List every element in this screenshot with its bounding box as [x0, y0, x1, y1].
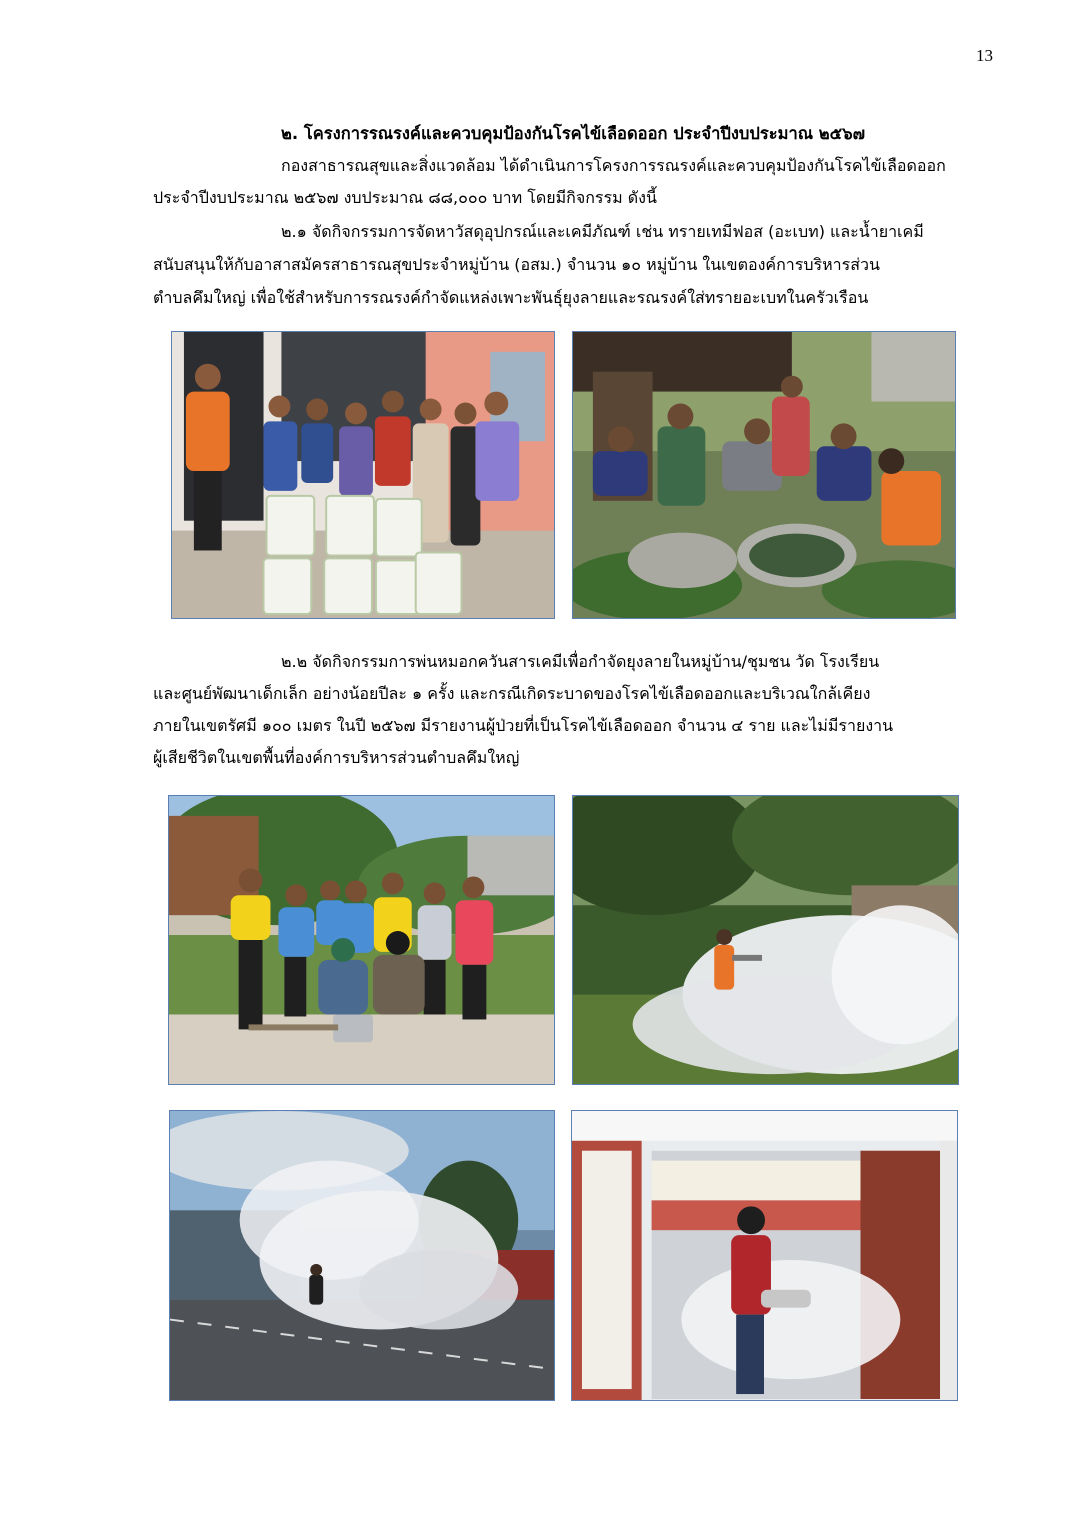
activity-1-line-1: ๒.๑ จัดกิจกรรมการจัดหาวัสดุอุปกรณ์และเคมีภัณฑ์ เช่น ทรายเทมีฟอส (อะเบท) และน้ำยาเคมี: [281, 222, 924, 241]
activity-2-line-3: ภายในเขตรัศมี ๑๐๐ เมตร ในปี ๒๕๖๗ มีรายงานผู้ป่วยที่เป็นโรคไข้เลือดออก จำนวน ๔ ราย และไม่มีรายงาน: [153, 716, 894, 735]
section-heading: ๒. โครงการรณรงค์และควบคุมป้องกันโรคไข้เลือดออก ประจำปีงบประมาณ ๒๕๖๗: [281, 124, 866, 143]
photo-fogging-along-road: [169, 1110, 555, 1401]
activity-2-line-2: และศูนย์พัฒนาเด็กเล็ก อย่างน้อยปีละ ๑ ครั้ง และกรณีเกิดระบาดของโรคไข้เลือดออกและบริเวณใกล้เคียง: [153, 684, 871, 703]
photo-fogging-in-trees: [572, 795, 959, 1085]
photo-volunteers-with-buckets: [171, 331, 555, 619]
activity-1-line-2: สนับสนุนให้กับอาสาสมัครสาธารณสุขประจำหมู่บ้าน (อสม.) จำนวน ๑๐ หมู่บ้าน ในเขตองค์การบริหารส่วน: [153, 255, 880, 274]
photo-fogging-in-classroom: [571, 1110, 958, 1401]
photo-fogging-team-group: [168, 795, 555, 1085]
activity-2-line-1: ๒.๒ จัดกิจกรรมการพ่นหมอกควันสารเคมีเพื่อกำจัดยุงลายในหมู่บ้าน/ชุมชน วัด โรงเรียน: [281, 652, 880, 671]
page-number: 13: [976, 46, 993, 65]
intro-line-2: ประจำปีงบประมาณ ๒๕๖๗ งบประมาณ ๘๘,๐๐๐ บาท โดยมีกิจกรรม ดังนี้: [153, 188, 657, 207]
photo-inspecting-water-containers: [572, 331, 956, 619]
activity-2-line-4: ผู้เสียชีวิตในเขตพื้นที่องค์การบริหารส่วนตำบลคึมใหญ่: [153, 748, 520, 767]
intro-line-1: กองสาธารณสุขและสิ่งแวดล้อม ได้ดำเนินการโครงการรณรงค์และควบคุมป้องกันโรคไข้เลือดออก: [281, 156, 946, 175]
activity-1-line-3: ตำบลคึมใหญ่ เพื่อใช้สำหรับการรณรงค์กำจัดแหล่งเพาะพันธุ์ยุงลายและรณรงค์ใส่ทรายอะเบทในครัวเรือน: [153, 288, 869, 307]
